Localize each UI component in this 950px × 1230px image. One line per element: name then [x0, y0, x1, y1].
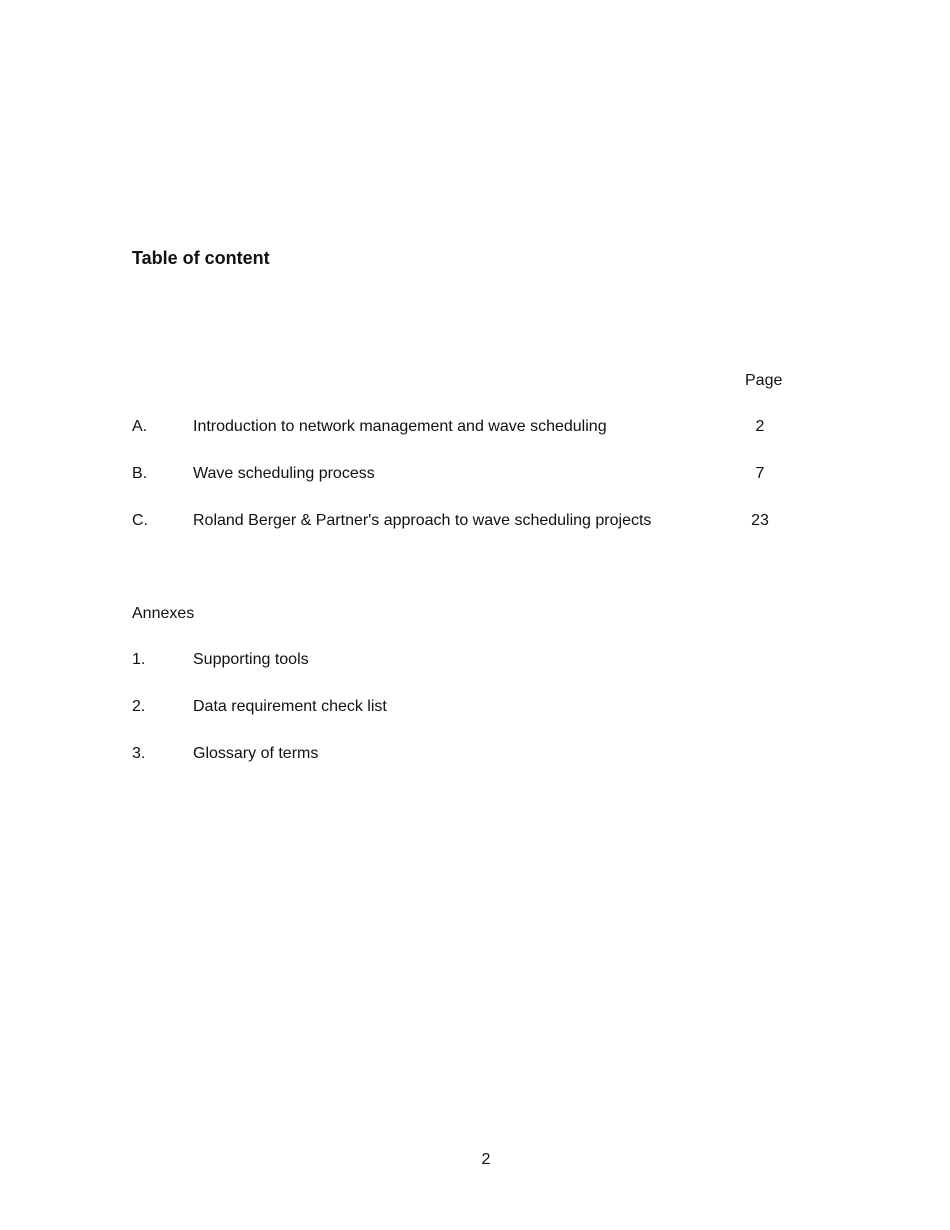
toc-entry	[0, 464, 950, 484]
toc-entry-text: Roland Berger & Partner's approach to wave scheduling projects	[193, 512, 652, 529]
toc-entry-page: 2	[755, 418, 765, 435]
annex-item	[0, 650, 950, 670]
annex-item	[0, 744, 950, 764]
annexes-heading: Annexes	[132, 605, 195, 622]
toc-entry	[0, 511, 950, 531]
annex-item-number: 1.	[132, 651, 146, 668]
toc-entry-text: Wave scheduling process	[193, 465, 375, 482]
toc-entry-page: 7	[755, 465, 765, 482]
annex-item	[0, 697, 950, 717]
toc-entry-text: Introduction to network management and wave scheduling	[193, 418, 607, 435]
toc-entry-letter: B.	[132, 465, 148, 482]
annex-item-text: Glossary of terms	[193, 745, 319, 762]
page-column-label: Page	[745, 372, 783, 389]
toc-entry-letter: A.	[132, 418, 148, 435]
toc-entry-letter: C.	[132, 512, 148, 529]
toc-entry-page: 23	[751, 512, 769, 529]
page-number: 2	[481, 1151, 491, 1168]
annex-item-number: 2.	[132, 698, 146, 715]
toc-entry	[0, 417, 950, 437]
annex-item-text: Supporting tools	[193, 651, 309, 668]
annex-item-text: Data requirement check list	[193, 698, 387, 715]
page-title: Table of content	[132, 248, 270, 268]
annex-item-number: 3.	[132, 745, 146, 762]
